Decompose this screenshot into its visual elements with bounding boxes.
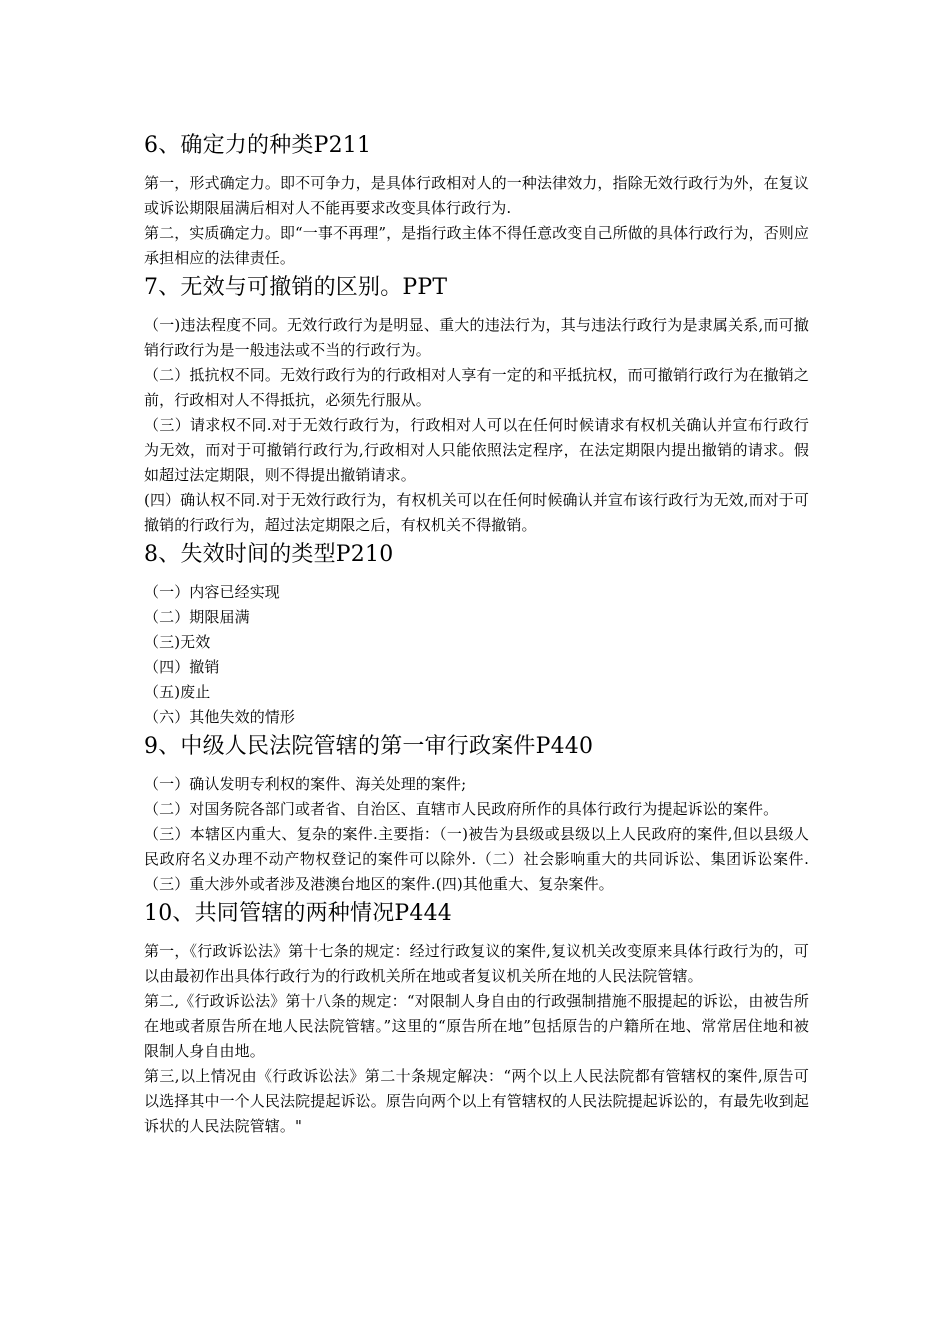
list-item: （一）内容已经实现 <box>144 583 280 601</box>
paragraph: 第一，形式确定力。即不可争力，是具体行政相对人的一种法律效力，指除无效行政行为外，在复议或诉讼期限届满后相对人不能再要求改变具体行政行为. <box>144 174 809 217</box>
paragraph: (四）确认权不同.对于无效行政行为，有权机关可以在任何时候确认并宣布该行政行为无效,而对于可撤销的行政行为，超过法定期限之后，有权机关不得撤销。 <box>144 491 809 534</box>
paragraph: （二）对国务院各部门或者省、自治区、直辖市人民政府所作的具体行政行为提起诉讼的案件。 <box>144 800 779 818</box>
paragraph: （三）请求权不同.对于无效行政行为，行政相对人可以在任何时候请求有权机关确认并宣布行政行为无效，而对于可撤销行政行为,行政相对人只能依照法定程序，在法定期限内提出撤销的请求。假如超过法定期限，则不得提出撤销请求。 <box>144 416 809 484</box>
section-heading: 7、无效与可撤销的区别。PPT <box>144 275 448 300</box>
list-item: （三)无效 <box>144 633 211 651</box>
section-9 <box>144 732 809 897</box>
paragraph: 第一，《行政诉讼法》第十七条的规定：经过行政复议的案件,复议机关改变原来具体行政行为的，可以由最初作出具体行政行为的行政机关所在地或者复议机关所在地的人民法院管辖。 <box>144 942 809 985</box>
list-item: （五)废止 <box>144 683 211 701</box>
section-heading: 6、确定力的种类P211 <box>144 133 372 158</box>
section-10 <box>144 899 809 1139</box>
section-heading: 9、中级人民法院管辖的第一审行政案件P440 <box>144 734 594 759</box>
section-heading: 8、失效时间的类型P210 <box>144 542 394 567</box>
paragraph: 第三,以上情况由《行政诉讼法》第二十条规定解决：“两个以上人民法院都有管辖权的案件,原告可以选择其中一个人民法院提起诉讼。原告向两个以上有管辖权的人民法院提起诉讼的，有最先收到起诉状的人民法院管辖。" <box>144 1067 809 1135</box>
section-heading: 10、共同管辖的两种情况P444 <box>144 901 452 926</box>
section-7 <box>144 273 809 538</box>
paragraph: 第二，实质确定力。即“一事不再理”，是指行政主体不得任意改变自己所做的具体行政行为，否则应承担相应的法律责任。 <box>144 224 809 267</box>
paragraph: （三）本辖区内重大、复杂的案件.主要指：（一)被告为县级或县级以上人民政府的案件,但以县级人民政府名义办理不动产物权登记的案件可以除外.（二）社会影响重大的共同诉讼、集团诉讼案件.（三）重大涉外或者涉及港澳台地区的案件.(四)其他重大、复杂案件。 <box>144 825 809 893</box>
list-item: （二）期限届满 <box>144 608 250 626</box>
section-8 <box>144 540 809 730</box>
paragraph: （一）确认发明专利权的案件、海关处理的案件; <box>144 775 467 793</box>
paragraph: （二）抵抗权不同。无效行政行为的行政相对人享有一定的和平抵抗权，而可撤销行政行为在撤销之前，行政相对人不得抵抗，必须先行服从。 <box>144 366 809 409</box>
paragraph: （一)违法程度不同。无效行政行为是明显、重大的违法行为，其与违法行政行为是隶属关系,而可撤销行政行为是一般违法或不当的行政行为。 <box>144 316 809 359</box>
section-6 <box>144 131 809 271</box>
list-item: （四）撤销 <box>144 658 220 676</box>
paragraph: 第二,《行政诉讼法》第十八条的规定：“对限制人身自由的行政强制措施不服提起的诉讼，由被告所在地或者原告所在地人民法院管辖。”这里的“原告所在地”包括原告的户籍所在地、常常居住地和被限制人身自由地。 <box>144 992 809 1060</box>
document-page <box>144 131 809 1139</box>
list-item: （六）其他失效的情形 <box>144 708 296 726</box>
